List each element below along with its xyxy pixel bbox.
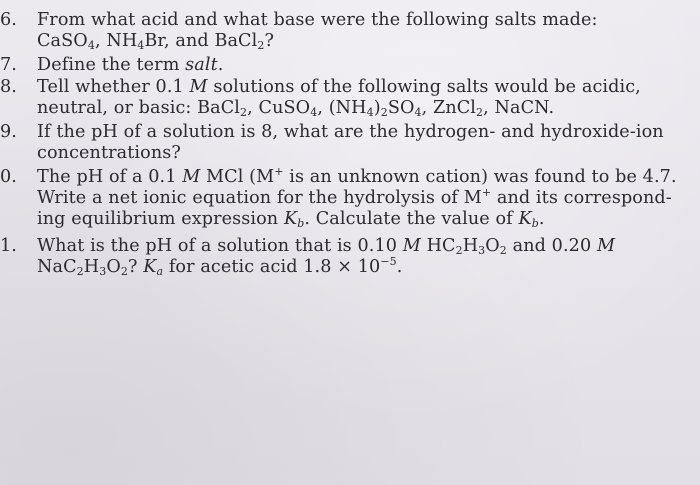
- question-line: neutral, or basic: BaCl$_2$, CuSO$_4$, $(NH_4)_2SO_4$, ZnCl$_2$, NaCN.: [37, 98, 555, 119]
- question-line: If the pH of a solution is 8, what are the hydrogen- and hydroxide-ion: [37, 122, 664, 142]
- question-text: [37, 10, 677, 52]
- question-text: [37, 55, 677, 76]
- question-line: $NaC_2H_3O_2$? $K_a$ for acetic acid $1.8 \times 10^{-5}$.: [37, 255, 403, 278]
- question-line: What is the pH of a solution that is 0.10 M $HC_2H_3O_2$ and 0.20 M: [37, 236, 616, 257]
- question-line: concentrations?: [37, 143, 181, 163]
- question-number: 7.: [0, 55, 17, 75]
- question-number: 8.: [0, 77, 17, 97]
- question-line: From what acid and what base were the following salts made:: [37, 10, 598, 30]
- question-number: 1.: [0, 236, 17, 256]
- question-number: 9.: [0, 122, 17, 142]
- question-text: [37, 167, 677, 230]
- question-line: CaSO$_4$, $NH_4Br$, and BaCl$_2$?: [37, 31, 275, 52]
- question-line: Tell whether 0.1 M solutions of the following salts would be acidic,: [37, 77, 641, 97]
- question-text: [37, 236, 677, 278]
- question-line: Write a net ionic equation for the hydrolysis of M+ and its correspond-: [37, 186, 672, 208]
- question-text: [37, 77, 677, 119]
- question-number: 6.: [0, 10, 17, 30]
- question-line: ing equilibrium expression $K_b$. Calculate the value of $K_b$.: [37, 209, 545, 230]
- question-line: The pH of a 0.1 M MCl (M+ is an unknown cation) was found to be 4.7.: [37, 165, 677, 187]
- question-number: 0.: [0, 167, 17, 187]
- question-line: Define the term salt.: [37, 55, 224, 75]
- question-text: [37, 122, 677, 164]
